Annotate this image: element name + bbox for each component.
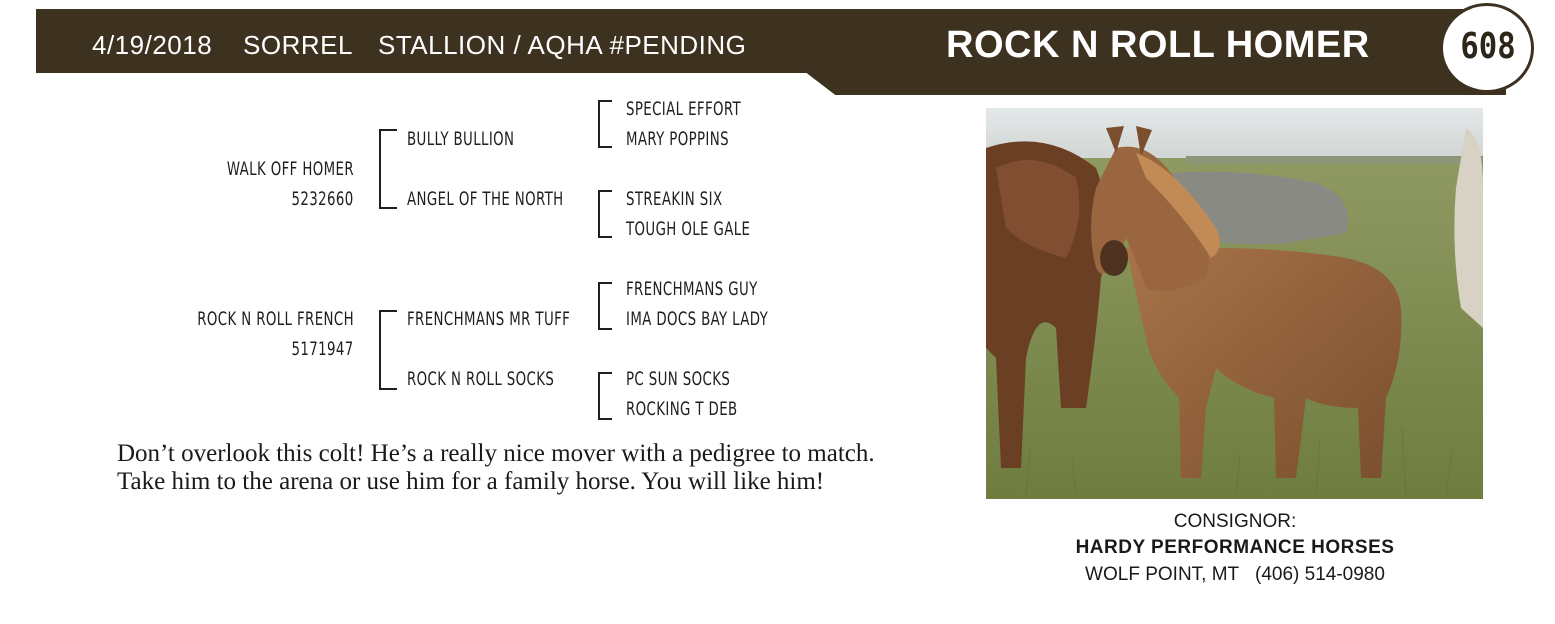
sire-sire: BULLY BULLION (407, 128, 515, 150)
header-banner-tab (800, 68, 1506, 95)
sire-name: WALK OFF HOMER (226, 158, 354, 180)
consignor-contact (1000, 564, 1470, 586)
lot-number: 608 (1460, 26, 1516, 67)
consignor-location: WOLF POINT, MT (1085, 564, 1240, 585)
consignor-phone: (406) 514-0980 (1255, 564, 1385, 585)
horse-photo (986, 108, 1483, 499)
sire-bracket (379, 129, 397, 209)
ds-dam: IMA DOCS BAY LADY (626, 308, 769, 330)
sire-registration: 5232660 (291, 188, 354, 210)
dd-bracket (598, 372, 612, 420)
ss-dam: MARY POPPINS (626, 128, 729, 150)
description-line-2: Take him to the arena or use him for a family horse. You will like him! (117, 468, 825, 495)
dam-dam: ROCK N ROLL SOCKS (407, 368, 555, 390)
consignor-name: HARDY PERFORMANCE HORSES (1075, 537, 1395, 558)
sd-sire: STREAKIN SIX (626, 188, 723, 210)
foal-date: 4/19/2018 (92, 30, 213, 60)
ss-sire: SPECIAL EFFORT (626, 98, 741, 120)
sire-dam: ANGEL OF THE NORTH (407, 188, 564, 210)
dd-dam: ROCKING T DEB (626, 398, 738, 420)
dam-registration: 5171947 (291, 338, 354, 360)
dam-sire: FRENCHMANS MR TUFF (407, 308, 571, 330)
dd-sire: PC SUN SOCKS (626, 368, 731, 390)
sd-dam: TOUGH OLE GALE (626, 218, 751, 240)
dam-bracket (379, 310, 397, 390)
ds-bracket (598, 282, 612, 330)
sd-bracket (598, 190, 612, 238)
description (117, 440, 967, 496)
horse-color: SORREL (243, 30, 353, 60)
sex-registry: STALLION / AQHA #PENDING (378, 30, 747, 60)
horse-name-title: ROCK N ROLL HOMER (946, 24, 1370, 66)
dam-name: ROCK N ROLL FRENCH (197, 308, 354, 330)
ss-bracket (598, 100, 612, 148)
description-line-1: Don’t overlook this colt! He’s a really nice mover with a pedigree to match. (117, 440, 875, 467)
consignor-label: CONSIGNOR: (1173, 511, 1297, 532)
ds-sire: FRENCHMANS GUY (626, 278, 758, 300)
